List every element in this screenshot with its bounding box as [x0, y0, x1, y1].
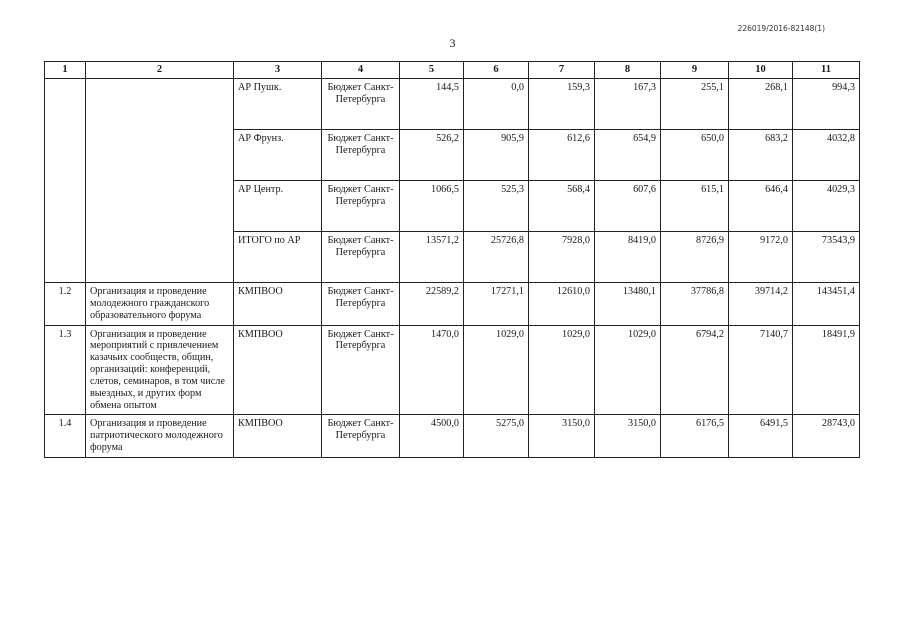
- value-cell: 6176,5: [661, 415, 729, 457]
- value-cell: 6491,5: [729, 415, 793, 457]
- funding-source-cell: Бюджет Санкт-Петербурга: [322, 181, 400, 232]
- value-cell: 3150,0: [595, 415, 661, 457]
- funding-source-cell: Бюджет Санкт-Петербурга: [322, 232, 400, 283]
- column-header: 3: [234, 62, 322, 79]
- activity-name-cell: Организация и проведение патриотического молодежного форума: [86, 415, 234, 457]
- row-number-cell: 1.3: [45, 325, 86, 415]
- funding-source-cell: Бюджет Санкт-Петербурга: [322, 325, 400, 415]
- value-cell: 39714,2: [729, 283, 793, 325]
- value-cell: 905,9: [464, 130, 529, 181]
- value-cell: 1066,5: [400, 181, 464, 232]
- column-header: 2: [86, 62, 234, 79]
- document-number: 226019/2016-82148(1): [737, 24, 825, 33]
- value-cell: 526,2: [400, 130, 464, 181]
- executor-cell: АР Фрунз.: [234, 130, 322, 181]
- value-cell: 12610,0: [529, 283, 595, 325]
- value-cell: 1029,0: [595, 325, 661, 415]
- row-number-cell: 1.2: [45, 283, 86, 325]
- value-cell: 159,3: [529, 79, 595, 130]
- value-cell: 654,9: [595, 130, 661, 181]
- total-value-cell: 18491,9: [793, 325, 860, 415]
- total-value-cell: 28743,0: [793, 415, 860, 457]
- executor-cell: КМПВОО: [234, 283, 322, 325]
- funding-source-cell: Бюджет Санкт-Петербурга: [322, 415, 400, 457]
- column-header: 8: [595, 62, 661, 79]
- value-cell: 17271,1: [464, 283, 529, 325]
- funding-source-cell: Бюджет Санкт-Петербурга: [322, 79, 400, 130]
- total-value-cell: 143451,4: [793, 283, 860, 325]
- value-cell: 268,1: [729, 79, 793, 130]
- column-header: 10: [729, 62, 793, 79]
- value-cell: 1470,0: [400, 325, 464, 415]
- value-cell: 607,6: [595, 181, 661, 232]
- value-cell: 650,0: [661, 130, 729, 181]
- executor-cell: ИТОГО по АР: [234, 232, 322, 283]
- executor-cell: КМПВОО: [234, 415, 322, 457]
- value-cell: 255,1: [661, 79, 729, 130]
- column-header: 6: [464, 62, 529, 79]
- value-cell: 646,4: [729, 181, 793, 232]
- column-header: 5: [400, 62, 464, 79]
- activity-name-cell: Организация и проведение мероприятий с привлечением казачьих сообществ, общин, организаций: конференций, слетов, семинаров, в том числе выездных, и других форм обмена опытом: [86, 325, 234, 415]
- budget-table: [44, 61, 860, 458]
- activity-name-cell: Организация и проведение молодежного гражданского образовательного форума: [86, 283, 234, 325]
- column-header: 9: [661, 62, 729, 79]
- table-row: [45, 325, 860, 415]
- value-cell: 1029,0: [464, 325, 529, 415]
- value-cell: 8419,0: [595, 232, 661, 283]
- value-cell: 13571,2: [400, 232, 464, 283]
- total-value-cell: 994,3: [793, 79, 860, 130]
- value-cell: 1029,0: [529, 325, 595, 415]
- activity-name-cell: [86, 79, 234, 283]
- value-cell: 37786,8: [661, 283, 729, 325]
- column-header: 4: [322, 62, 400, 79]
- value-cell: 6794,2: [661, 325, 729, 415]
- value-cell: 612,6: [529, 130, 595, 181]
- value-cell: 568,4: [529, 181, 595, 232]
- table-row: [45, 415, 860, 457]
- value-cell: 3150,0: [529, 415, 595, 457]
- page-number: 3: [449, 36, 456, 50]
- value-cell: 22589,2: [400, 283, 464, 325]
- table-row: [45, 79, 860, 130]
- column-header: 1: [45, 62, 86, 79]
- value-cell: 0,0: [464, 79, 529, 130]
- value-cell: 615,1: [661, 181, 729, 232]
- value-cell: 13480,1: [595, 283, 661, 325]
- funding-source-cell: Бюджет Санкт-Петербурга: [322, 283, 400, 325]
- total-value-cell: 4029,3: [793, 181, 860, 232]
- value-cell: 167,3: [595, 79, 661, 130]
- column-number-row: [45, 62, 860, 79]
- executor-cell: АР Пушк.: [234, 79, 322, 130]
- executor-cell: КМПВОО: [234, 325, 322, 415]
- executor-cell: АР Центр.: [234, 181, 322, 232]
- value-cell: 683,2: [729, 130, 793, 181]
- total-value-cell: 4032,8: [793, 130, 860, 181]
- total-value-cell: 73543,9: [793, 232, 860, 283]
- column-header: 11: [793, 62, 860, 79]
- value-cell: 525,3: [464, 181, 529, 232]
- row-number-cell: 1.4: [45, 415, 86, 457]
- row-number-cell: [45, 79, 86, 283]
- funding-source-cell: Бюджет Санкт-Петербурга: [322, 130, 400, 181]
- value-cell: 25726,8: [464, 232, 529, 283]
- value-cell: 144,5: [400, 79, 464, 130]
- value-cell: 5275,0: [464, 415, 529, 457]
- value-cell: 9172,0: [729, 232, 793, 283]
- value-cell: 8726,9: [661, 232, 729, 283]
- value-cell: 7928,0: [529, 232, 595, 283]
- value-cell: 7140,7: [729, 325, 793, 415]
- value-cell: 4500,0: [400, 415, 464, 457]
- table-row: [45, 283, 860, 325]
- column-header: 7: [529, 62, 595, 79]
